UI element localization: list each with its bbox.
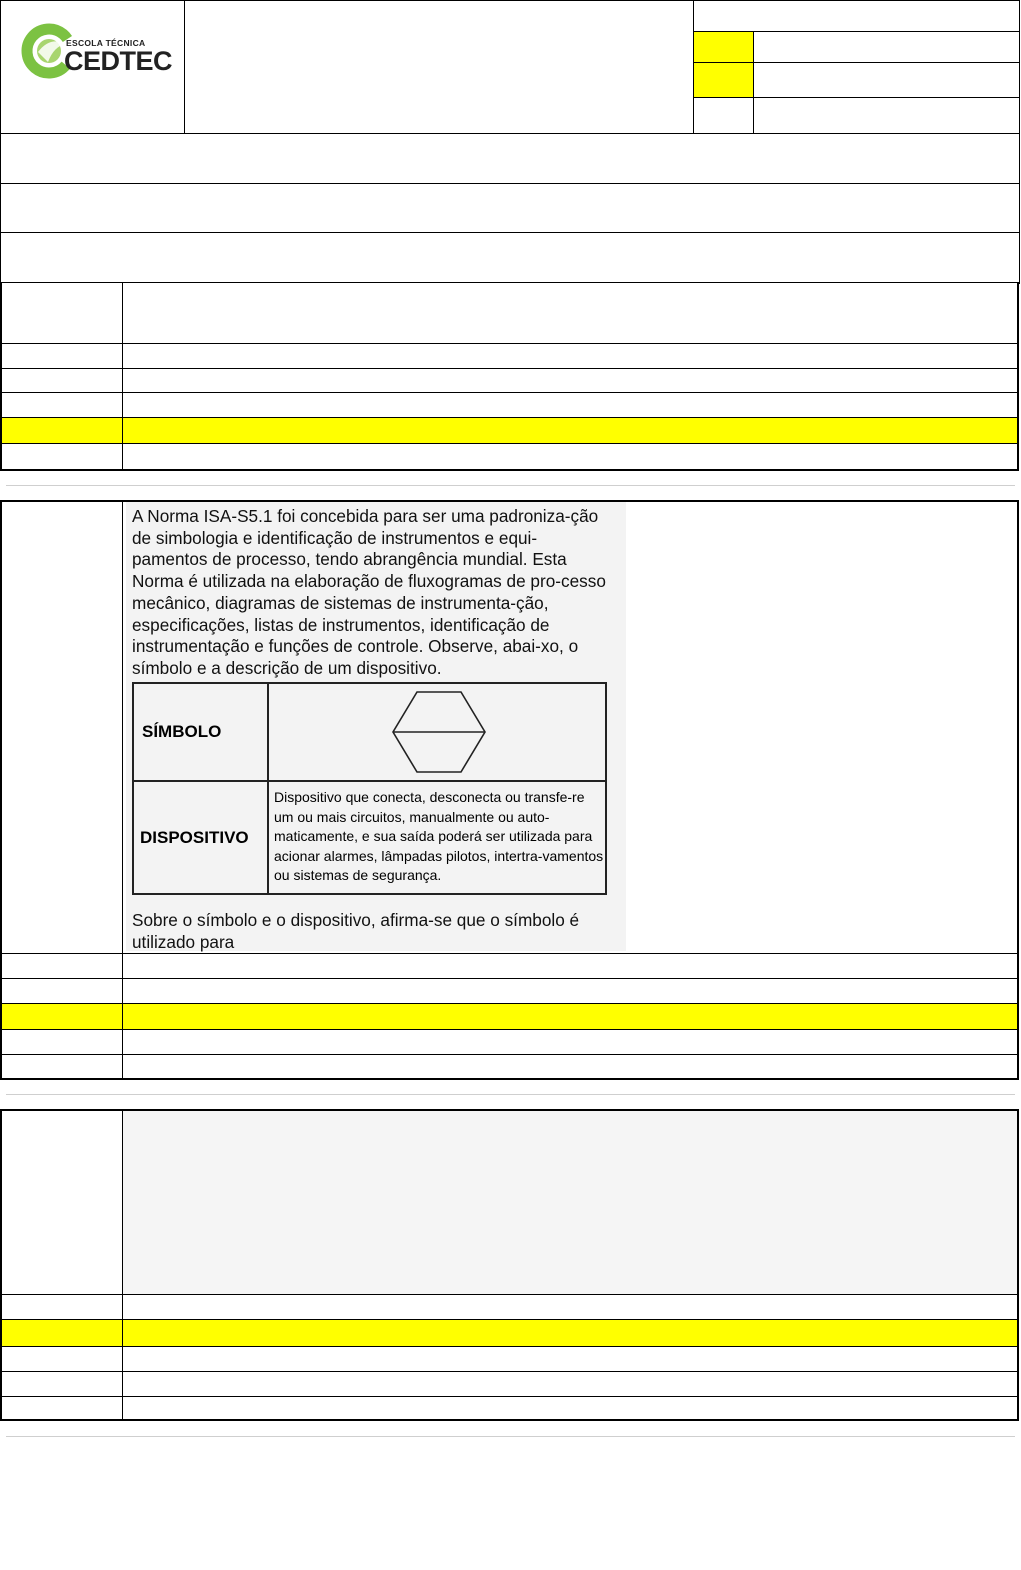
option-letter-cell <box>2 979 123 1003</box>
option-letter-cell <box>2 1030 123 1054</box>
option-letter-cell <box>2 418 123 443</box>
option-letter-cell <box>2 1320 123 1346</box>
separator-1 <box>6 485 1015 486</box>
question-2-closing: Sobre o símbolo e o dispositivo, afirma-se que o símbolo é utilizado para <box>132 910 580 952</box>
symbol-table-vline <box>267 684 269 893</box>
option-letter-cell <box>2 1055 123 1078</box>
question-2-image <box>126 502 626 951</box>
question-1-option-a[interactable] <box>2 343 1017 368</box>
question-1-option-b[interactable] <box>2 368 1017 392</box>
header-title-cell <box>185 0 694 134</box>
question-2-option-e[interactable] <box>2 1054 1017 1078</box>
question-3-option-e[interactable] <box>2 1396 1017 1419</box>
option-letter-cell <box>2 1372 123 1396</box>
meta-row-1 <box>694 0 1020 32</box>
question-1-stem <box>123 283 1017 343</box>
question-3-option-b-correct[interactable] <box>2 1319 1017 1346</box>
question-2-option-c-correct[interactable] <box>2 1003 1017 1029</box>
question-1-number-cell <box>2 283 123 343</box>
symbol-table <box>132 682 607 895</box>
question-2-paragraph: A Norma ISA-S5.1 foi concebida para ser uma padroniza-ção de simbologia e identificação de instrumentos e equi-pamentos de processo, tendo abrangência mundial. Esta Norma é utilizada na elaboração de fluxogramas de pro-cesso mecânico, diagramas de sistemas de instrumenta-ção, especificações, listas de instrumentos, identificação de instrumentação e funções de controle. Observe, abai-xo, o símbolo e a descrição de um dispositivo. <box>132 506 606 678</box>
question-3-option-d[interactable] <box>2 1371 1017 1396</box>
question-3-option-a[interactable] <box>2 1294 1017 1319</box>
meta-row-3 <box>694 63 1020 98</box>
option-letter-cell <box>2 444 123 469</box>
question-3-option-c[interactable] <box>2 1346 1017 1371</box>
info-row-3 <box>0 232 1020 284</box>
separator-2 <box>6 1094 1015 1095</box>
question-3-number-cell <box>2 1111 123 1294</box>
symbol-table-hline <box>134 780 605 782</box>
meta-row-4 <box>694 98 1020 134</box>
question-2-option-d[interactable] <box>2 1029 1017 1054</box>
question-2-number-cell <box>2 502 123 953</box>
question-1-option-c[interactable] <box>2 392 1017 417</box>
option-letter-cell <box>2 369 123 392</box>
option-letter-cell <box>2 1295 123 1319</box>
option-letter-cell <box>2 1347 123 1371</box>
question-1 <box>0 283 1019 471</box>
hexagon-symbol-icon <box>389 688 489 776</box>
device-label: DISPOSITIVO <box>140 828 249 847</box>
option-letter-cell <box>2 344 123 368</box>
question-2-option-a[interactable] <box>2 953 1017 978</box>
info-row-1 <box>0 133 1020 184</box>
option-letter-cell <box>2 1397 123 1419</box>
device-description: Dispositivo que conecta, desconecta ou transfe-re um ou mais circuitos, manualmente ou auto-maticamente, e sua saída poderá ser utilizada para acionar alarmes, lâmpadas pilotos, intertra-vamentos ou sistemas de segurança. <box>274 789 604 884</box>
info-row-2 <box>0 183 1020 233</box>
meta-cell-4 <box>694 98 754 133</box>
symbol-label: SÍMBOLO <box>142 722 222 741</box>
separator-3 <box>6 1436 1015 1437</box>
option-letter-cell <box>2 1004 123 1029</box>
logo-brand-text: CEDTEC <box>64 46 173 76</box>
question-1-option-e[interactable] <box>2 443 1017 469</box>
logo-top-text: ESCOLA TÉCNICA <box>66 38 146 48</box>
meta-highlight-3 <box>694 63 754 97</box>
meta-row-2 <box>694 32 1020 63</box>
question-2 <box>0 500 1019 1080</box>
logo <box>20 22 180 82</box>
logo-cell <box>0 0 185 134</box>
question-1-option-d-correct[interactable] <box>2 417 1017 443</box>
meta-highlight-2 <box>694 32 754 62</box>
question-2-option-b[interactable] <box>2 978 1017 1003</box>
option-letter-cell <box>2 393 123 417</box>
question-3-stem <box>123 1111 1017 1294</box>
question-3 <box>0 1109 1019 1421</box>
option-letter-cell <box>2 954 123 978</box>
